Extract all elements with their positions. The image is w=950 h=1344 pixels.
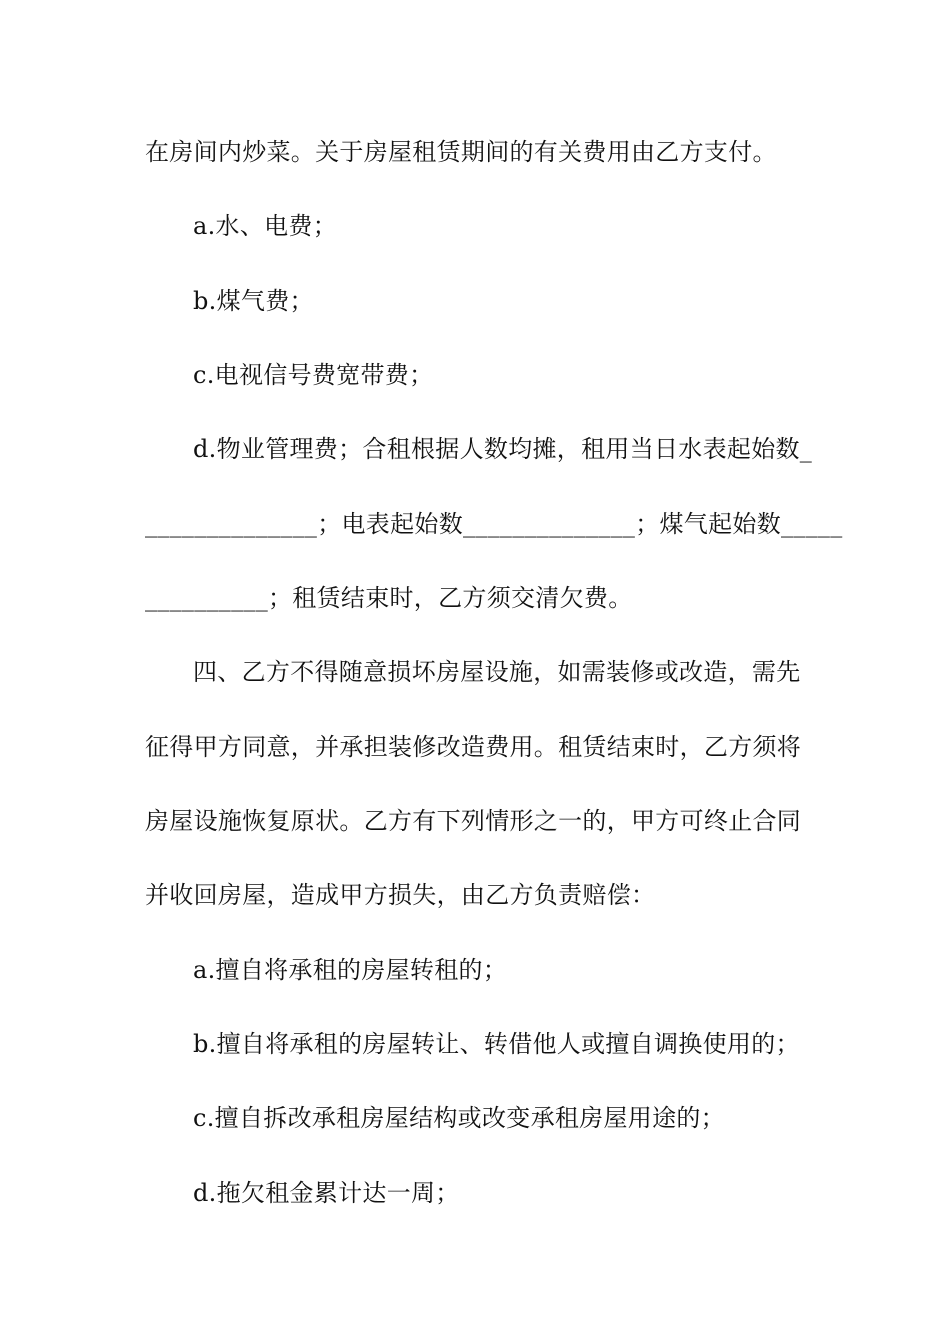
meter-readings-line: ______________；电表起始数______________；煤气起始数_____ — [145, 510, 843, 538]
paragraph-line: 房屋设施恢复原状。乙方有下列情形之一的，甲方可终止合同 — [145, 807, 802, 835]
list-item-rent-arrears: d.拖欠租金累计达一周； — [193, 1179, 460, 1207]
paragraph-line: 并收回房屋，造成甲方损失，由乙方负责赔偿： — [145, 881, 656, 909]
list-item-property-fee: d.物业管理费；合租根据人数均摊，租用当日水表起始数_ — [193, 435, 813, 463]
paragraph-line: 征得甲方同意，并承担装修改造费用。租赁结束时，乙方须将 — [145, 733, 802, 761]
list-item-tv-broadband: c.电视信号费宽带费； — [193, 361, 434, 389]
paragraph-line: 在房间内炒菜。关于房屋租赁期间的有关费用由乙方支付。 — [145, 138, 777, 166]
meter-readings-end-line: __________；租赁结束时，乙方须交清欠费。 — [145, 584, 633, 612]
list-item-transfer: b.擅自将承租的房屋转让、转借他人或擅自调换使用的； — [193, 1030, 800, 1058]
list-item-gas: b.煤气费； — [193, 287, 314, 315]
list-item-sublet: a.擅自将承租的房屋转租的； — [193, 956, 508, 984]
list-item-water-electricity: a.水、电费； — [193, 212, 338, 240]
clause-four-line: 四、乙方不得随意损坏房屋设施，如需装修或改造，需先 — [193, 658, 801, 686]
list-item-alter-structure: c.擅自拆改承租房屋结构或改变承租房屋用途的； — [193, 1104, 725, 1132]
